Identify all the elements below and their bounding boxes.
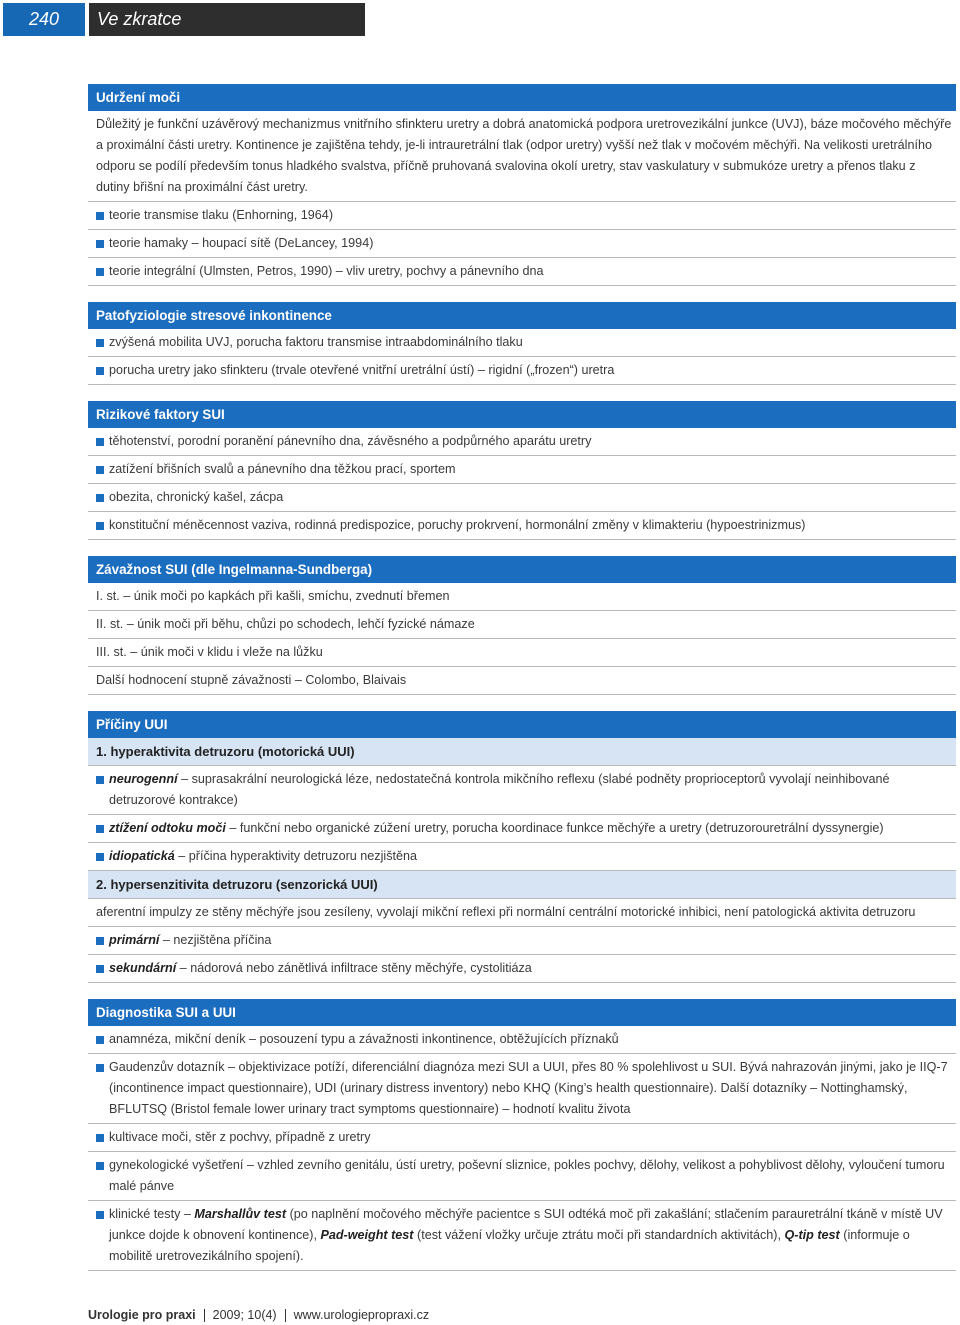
- square-bullet-icon: [96, 853, 104, 861]
- section-udrzeni-moci: [88, 84, 956, 286]
- square-bullet-icon: [96, 1134, 104, 1142]
- subsection-title: 2. hypersenzitivita detruzoru (senzorická UUI): [88, 871, 956, 899]
- list-item: teorie integrální (Ulmsten, Petros, 1990) – vliv uretry, pochvy a pánevního dna: [88, 258, 956, 286]
- section-paragraph: Důležitý je funkční uzávěrový mechanizmus vnitřního sfinkteru uretry a dobrá anatomická podpora uretrovezikální junkce (UVJ), báze močového měchýře a proximální části uretry. Kontinence je zajištěna tehdy, je-li intrauretrální tlak (odpor uretry) vyšší než tlak v močovém měchýři. Na velikosti uretrálního odporu se podílí především tonus hladkého svalstva, příčně pruhovaná svalovina okolí uretry, stav vaskulatury v submukóze uretry a přenos tlaku z dutiny břišní na proximální část uretry.: [88, 111, 956, 202]
- square-bullet-icon: [96, 268, 104, 276]
- list-item: konstituční méněcennost vaziva, rodinná predispozice, poruchy prokrvení, hormonální změny v klimakteriu (hypoestrinizmus): [88, 512, 956, 540]
- page-header: [0, 0, 960, 36]
- square-bullet-icon: [96, 212, 104, 220]
- section-title: Diagnostika SUI a UUI: [88, 999, 956, 1026]
- list-item: teorie hamaky – houpací sítě (DeLancey, 1994): [88, 230, 956, 258]
- list-item: porucha uretry jako sfinkteru (trvale otevřené vnitřní uretrální ústí) – rigidní („frozen“) uretra: [88, 357, 956, 385]
- square-bullet-icon: [96, 1162, 104, 1170]
- subsection-title: 1. hyperaktivita detruzoru (motorická UUI): [88, 738, 956, 766]
- list-item: zatížení břišních svalů a pánevního dna těžkou prací, sportem: [88, 456, 956, 484]
- website-link[interactable]: www.urologiepropraxi.cz: [293, 1308, 430, 1322]
- list-item: Gaudenzův dotazník – objektivizace potíží, diferenciální diagnóza mezi SUI a UUI, přes 80 % spolehlivost u SUI. Bývá nahrazován jinými, jako je IIQ-7 (incontinence impact questionnaire), UDI (urinary distress inventory) nebo KHQ (King’s health questionnaire). Další dotazníky – Nottinghamský, BFLUTSQ (Bristol female lower urinary tract symptoms questionnaire) – hodnotí kvalitu života: [88, 1054, 956, 1124]
- issue-info: 2009; 10(4): [212, 1308, 277, 1322]
- page-title: Ve zkratce: [89, 3, 365, 36]
- square-bullet-icon: [96, 825, 104, 833]
- list-item: neurogenní – suprasakrální neurologická léze, nedostatečná kontrola mikčního reflexu (slabé podněty proprioceptorů vyvolají neinhibované detruzorové kontrakce): [88, 766, 956, 815]
- page-number: 240: [3, 3, 85, 36]
- divider: [204, 1309, 205, 1322]
- list-item: II. st. – únik moči při běhu, chůzi po schodech, lehčí fyzické námaze: [88, 611, 956, 639]
- square-bullet-icon: [96, 240, 104, 248]
- list-item: ztížení odtoku moči – funkční nebo organické zúžení uretry, porucha koordinace funkce měchýře a uretry (detruzorouretrální dyssynergie): [88, 815, 956, 843]
- list-item: anamnéza, mikční deník – posouzení typu a závažnosti inkontinence, obtěžujících příznaků: [88, 1026, 956, 1054]
- section-diagnostika: [88, 999, 956, 1271]
- list-item: I. st. – únik moči po kapkách při kašli, smíchu, zvednutí břemen: [88, 583, 956, 611]
- list-item: gynekologické vyšetření – vzhled zevního genitálu, ústí uretry, poševní sliznice, pokles pochvy, dělohy, velikost a pohyblivost dělohy, vyloučení tumoru malé pánve: [88, 1152, 956, 1201]
- section-patofyziologie: [88, 302, 956, 385]
- section-rizikove-faktory: [88, 401, 956, 540]
- section-title: Udržení moči: [88, 84, 956, 111]
- square-bullet-icon: [96, 339, 104, 347]
- section-title: Příčiny UUI: [88, 711, 956, 738]
- list-item: teorie transmise tlaku (Enhorning, 1964): [88, 202, 956, 230]
- list-item: Další hodnocení stupně závažnosti – Colombo, Blaivais: [88, 667, 956, 695]
- list-item: obezita, chronický kašel, zácpa: [88, 484, 956, 512]
- list-item: klinické testy – Marshallův test (po naplnění močového měchýře pacientce s SUI odtéká moč při zakašlání; stlačením parauretrální tkáně v místě UV junkce dojde k obnovení kontinence), Pad-weight test (test vážení vložky určuje ztrátu moči při standardních aktivitách), Q-tip test (informuje o mobilitě uretrovezikálního spojení).: [88, 1201, 956, 1271]
- divider: [285, 1309, 286, 1322]
- page-footer: [88, 1308, 429, 1322]
- square-bullet-icon: [96, 466, 104, 474]
- list-item: sekundární – nádorová nebo zánětlivá infiltrace stěny měchýře, cystolitiáza: [88, 955, 956, 983]
- square-bullet-icon: [96, 367, 104, 375]
- square-bullet-icon: [96, 937, 104, 945]
- section-zavaznost: [88, 556, 956, 695]
- square-bullet-icon: [96, 1036, 104, 1044]
- square-bullet-icon: [96, 965, 104, 973]
- section-title: Patofyziologie stresové inkontinence: [88, 302, 956, 329]
- list-item: kultivace moči, stěr z pochvy, případně z uretry: [88, 1124, 956, 1152]
- square-bullet-icon: [96, 438, 104, 446]
- list-item: zvýšená mobilita UVJ, porucha faktoru transmise intraabdominálního tlaku: [88, 329, 956, 357]
- section-title: Závažnost SUI (dle Ingelmanna-Sundberga): [88, 556, 956, 583]
- section-priciny-uui: [88, 711, 956, 983]
- square-bullet-icon: [96, 522, 104, 530]
- section-title: Rizikové faktory SUI: [88, 401, 956, 428]
- list-item: těhotenství, porodní poranění pánevního dna, závěsného a podpůrného aparátu uretry: [88, 428, 956, 456]
- list-item: idiopatická – příčina hyperaktivity detruzoru nezjištěna: [88, 843, 956, 871]
- square-bullet-icon: [96, 1211, 104, 1219]
- main-content: [88, 84, 956, 1287]
- list-item: III. st. – únik moči v klidu i vleže na lůžku: [88, 639, 956, 667]
- journal-name: Urologie pro praxi: [88, 1308, 196, 1322]
- square-bullet-icon: [96, 494, 104, 502]
- square-bullet-icon: [96, 1064, 104, 1072]
- list-item: primární – nezjištěna příčina: [88, 927, 956, 955]
- square-bullet-icon: [96, 776, 104, 784]
- section-paragraph: aferentní impulzy ze stěny měchýře jsou zesíleny, vyvolají mikční reflexi při normální centrální motorické inhibici, není patologická aktivita detruzoru: [88, 899, 956, 927]
